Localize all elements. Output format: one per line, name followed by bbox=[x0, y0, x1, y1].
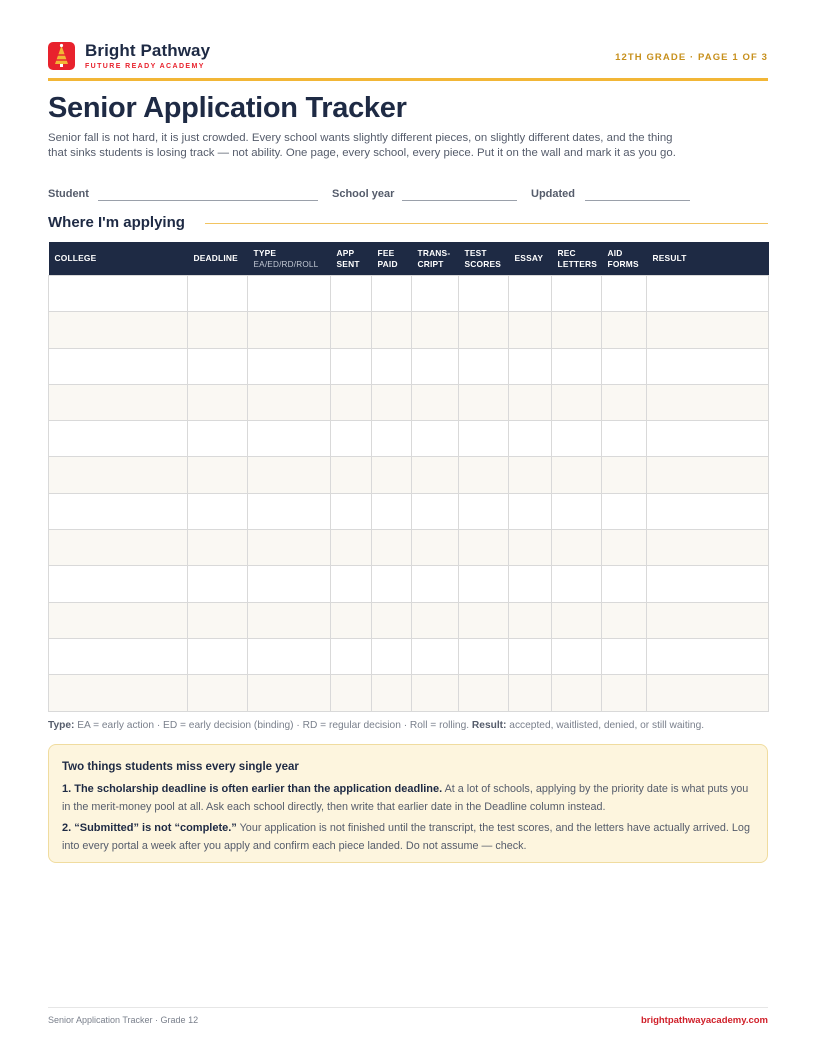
header-divider bbox=[48, 78, 768, 81]
column-header-college: COLLEGE bbox=[49, 242, 188, 276]
table-cell[interactable] bbox=[602, 675, 647, 711]
table-cell[interactable] bbox=[509, 384, 552, 420]
table-cell[interactable] bbox=[509, 675, 552, 711]
footer-website-link[interactable]: brightpathwayacademy.com bbox=[640, 1015, 768, 1026]
table-cell[interactable] bbox=[459, 638, 509, 674]
table-cell[interactable] bbox=[509, 530, 552, 566]
table-row bbox=[49, 638, 769, 674]
table-cell[interactable] bbox=[509, 348, 552, 384]
table-cell[interactable] bbox=[552, 384, 602, 420]
table-cell[interactable] bbox=[372, 384, 412, 420]
table-cell[interactable] bbox=[248, 384, 331, 420]
table-cell[interactable] bbox=[248, 638, 331, 674]
table-row bbox=[49, 348, 769, 384]
table-cell[interactable] bbox=[372, 602, 412, 638]
table-cell[interactable] bbox=[331, 384, 372, 420]
table-cell[interactable] bbox=[372, 638, 412, 674]
table-cell[interactable] bbox=[331, 675, 372, 711]
column-header-type: TYPE EA/ED/RD/ROLL bbox=[248, 242, 331, 276]
table-cell[interactable] bbox=[602, 602, 647, 638]
tree-logo-icon bbox=[48, 42, 75, 70]
table-row bbox=[49, 566, 769, 602]
table-cell[interactable] bbox=[459, 348, 509, 384]
table-cell[interactable] bbox=[188, 530, 248, 566]
table-cell[interactable] bbox=[412, 493, 459, 529]
table-cell[interactable] bbox=[49, 566, 188, 602]
table-cell[interactable] bbox=[602, 421, 647, 457]
table-cell[interactable] bbox=[331, 602, 372, 638]
column-header-aid-forms: AID FORMS bbox=[602, 242, 647, 276]
intro-paragraph: Senior fall is not hard, it is just crowded. Every school wants slightly different pieces, on slightly different dates, and the thing that sinks students is losing track — not ability. One page, every school, every piece. Put it on the wall and mark it as you go. bbox=[48, 132, 676, 159]
legend-result-text: accepted, waitlisted, denied, or still waiting. bbox=[506, 720, 705, 731]
table-cell[interactable] bbox=[248, 602, 331, 638]
table-cell[interactable] bbox=[331, 276, 372, 312]
table-cell[interactable] bbox=[372, 348, 412, 384]
column-header-fee-paid: FEE PAID bbox=[372, 242, 412, 276]
table-cell[interactable] bbox=[552, 675, 602, 711]
student-field[interactable] bbox=[98, 200, 318, 201]
table-cell[interactable] bbox=[509, 638, 552, 674]
tips-callout bbox=[48, 744, 768, 863]
legend-type-text: EA = early action · ED = early decision (binding) · RD = regular decision · Roll = rolling. bbox=[74, 720, 472, 731]
column-header-deadline: DEADLINE bbox=[188, 242, 248, 276]
table-cell[interactable] bbox=[188, 384, 248, 420]
table-cell[interactable] bbox=[248, 276, 331, 312]
table-cell[interactable] bbox=[602, 530, 647, 566]
table-cell[interactable] bbox=[412, 675, 459, 711]
table-cell[interactable] bbox=[412, 312, 459, 348]
table-cell[interactable] bbox=[372, 421, 412, 457]
table-row bbox=[49, 493, 769, 529]
table-cell[interactable] bbox=[647, 421, 769, 457]
table-cell[interactable] bbox=[647, 566, 769, 602]
legend-result-label: Result: bbox=[471, 720, 507, 731]
table-cell[interactable] bbox=[412, 348, 459, 384]
table-cell[interactable] bbox=[331, 312, 372, 348]
section-heading: Where I'm applying bbox=[48, 214, 185, 231]
table-row bbox=[49, 675, 769, 711]
table-cell[interactable] bbox=[552, 276, 602, 312]
table-cell[interactable] bbox=[412, 457, 459, 493]
table-cell[interactable] bbox=[647, 384, 769, 420]
table-cell[interactable] bbox=[552, 602, 602, 638]
table-cell[interactable] bbox=[248, 530, 331, 566]
table-row bbox=[49, 421, 769, 457]
table-cell[interactable] bbox=[248, 566, 331, 602]
table-row bbox=[49, 312, 769, 348]
table-cell[interactable] bbox=[331, 457, 372, 493]
table-cell[interactable] bbox=[412, 530, 459, 566]
table-cell[interactable] bbox=[647, 602, 769, 638]
updated-label: Updated bbox=[531, 188, 575, 200]
table-cell[interactable] bbox=[552, 493, 602, 529]
table-cell[interactable] bbox=[49, 384, 188, 420]
legend-note bbox=[48, 720, 768, 731]
table-cell[interactable] bbox=[331, 566, 372, 602]
table-cell[interactable] bbox=[552, 421, 602, 457]
table-cell[interactable] bbox=[372, 457, 412, 493]
table-cell[interactable] bbox=[509, 602, 552, 638]
table-cell[interactable] bbox=[552, 566, 602, 602]
table-cell[interactable] bbox=[372, 276, 412, 312]
table-cell[interactable] bbox=[459, 493, 509, 529]
table-cell[interactable] bbox=[459, 312, 509, 348]
table-cell[interactable] bbox=[331, 348, 372, 384]
table-cell[interactable] bbox=[372, 493, 412, 529]
table-cell[interactable] bbox=[331, 493, 372, 529]
table-cell[interactable] bbox=[412, 566, 459, 602]
table-cell[interactable] bbox=[459, 566, 509, 602]
tip-scholarship-deadline: 1. The scholarship deadline is often earlier than the application deadline. At a lot of schools, applying by the priority date is what puts you in the merit-money pool at all. Ask each school directly, then write that earlier date in the Deadline column instead. bbox=[62, 783, 749, 813]
table-cell[interactable] bbox=[647, 493, 769, 529]
column-subheader-type: EA/ED/RD/ROLL bbox=[253, 259, 319, 269]
table-cell[interactable] bbox=[412, 421, 459, 457]
table-cell[interactable] bbox=[188, 566, 248, 602]
table-cell[interactable] bbox=[188, 493, 248, 529]
table-cell[interactable] bbox=[602, 384, 647, 420]
table-cell[interactable] bbox=[49, 457, 188, 493]
table-cell[interactable] bbox=[188, 348, 248, 384]
table-cell[interactable] bbox=[331, 638, 372, 674]
table-cell[interactable] bbox=[647, 276, 769, 312]
table-cell[interactable] bbox=[602, 493, 647, 529]
table-cell[interactable] bbox=[647, 530, 769, 566]
school-year-label: School year bbox=[332, 188, 395, 200]
table-cell[interactable] bbox=[248, 457, 331, 493]
column-header-transcript: TRANS-CRIPT bbox=[412, 242, 459, 276]
page-title: Senior Application Tracker bbox=[48, 92, 407, 124]
table-cell[interactable] bbox=[331, 421, 372, 457]
updated-field[interactable] bbox=[585, 200, 690, 201]
table-cell[interactable] bbox=[552, 348, 602, 384]
table-cell[interactable] bbox=[602, 457, 647, 493]
table-row bbox=[49, 384, 769, 420]
table-cell[interactable] bbox=[602, 348, 647, 384]
table-cell[interactable] bbox=[647, 675, 769, 711]
table-cell[interactable] bbox=[459, 675, 509, 711]
table-cell[interactable] bbox=[412, 384, 459, 420]
table-cell[interactable] bbox=[188, 675, 248, 711]
application-tracker-table bbox=[48, 242, 769, 712]
table-cell[interactable] bbox=[602, 276, 647, 312]
table-cell[interactable] bbox=[509, 421, 552, 457]
table-cell[interactable] bbox=[412, 602, 459, 638]
table-cell[interactable] bbox=[188, 276, 248, 312]
grade-page-label: 12TH GRADE · PAGE 1 OF 3 bbox=[615, 52, 768, 63]
table-cell[interactable] bbox=[331, 530, 372, 566]
table-cell[interactable] bbox=[49, 602, 188, 638]
student-label: Student bbox=[48, 188, 89, 200]
table-cell[interactable] bbox=[459, 276, 509, 312]
table-cell[interactable] bbox=[552, 312, 602, 348]
column-header-result: RESULT bbox=[647, 242, 769, 276]
table-cell[interactable] bbox=[509, 566, 552, 602]
column-header-app-sent: APP SENT bbox=[331, 242, 372, 276]
table-cell[interactable] bbox=[647, 638, 769, 674]
table-cell[interactable] bbox=[372, 675, 412, 711]
brand-name: Bright Pathway bbox=[85, 41, 211, 60]
column-header-test-scores: TEST SCORES bbox=[459, 242, 509, 276]
table-cell[interactable] bbox=[459, 384, 509, 420]
school-year-field[interactable] bbox=[402, 200, 517, 201]
table-cell[interactable] bbox=[372, 312, 412, 348]
table-cell[interactable] bbox=[49, 493, 188, 529]
table-cell[interactable] bbox=[509, 276, 552, 312]
table-cell[interactable] bbox=[552, 457, 602, 493]
table-cell[interactable] bbox=[459, 602, 509, 638]
table-cell[interactable] bbox=[248, 348, 331, 384]
table-cell[interactable] bbox=[188, 421, 248, 457]
footer-divider bbox=[48, 1007, 768, 1008]
table-cell[interactable] bbox=[602, 312, 647, 348]
column-header-rec-letters: REC LETTERS bbox=[552, 242, 602, 276]
callout-title: Two things students miss every single year bbox=[62, 761, 299, 773]
table-cell[interactable] bbox=[248, 421, 331, 457]
table-cell[interactable] bbox=[188, 638, 248, 674]
table-cell[interactable] bbox=[188, 602, 248, 638]
table-cell[interactable] bbox=[509, 493, 552, 529]
table-cell[interactable] bbox=[188, 312, 248, 348]
table-row bbox=[49, 276, 769, 312]
table-row bbox=[49, 457, 769, 493]
table-cell[interactable] bbox=[459, 421, 509, 457]
page-header bbox=[48, 42, 768, 72]
table-cell[interactable] bbox=[552, 530, 602, 566]
table-cell[interactable] bbox=[248, 493, 331, 529]
table-cell[interactable] bbox=[647, 348, 769, 384]
table-cell[interactable] bbox=[459, 457, 509, 493]
brand-tagline: FUTURE READY ACADEMY bbox=[85, 63, 205, 70]
table-cell[interactable] bbox=[509, 457, 552, 493]
table-cell[interactable] bbox=[49, 348, 188, 384]
table-cell[interactable] bbox=[647, 312, 769, 348]
table-body bbox=[49, 276, 769, 712]
section-divider bbox=[205, 223, 768, 224]
table-row bbox=[49, 530, 769, 566]
table-cell[interactable] bbox=[412, 638, 459, 674]
column-header-essay: ESSAY bbox=[509, 242, 552, 276]
table-cell[interactable] bbox=[49, 530, 188, 566]
table-cell[interactable] bbox=[602, 638, 647, 674]
table-cell[interactable] bbox=[602, 566, 647, 602]
table-cell[interactable] bbox=[49, 276, 188, 312]
table-cell[interactable] bbox=[49, 675, 188, 711]
table-cell[interactable] bbox=[372, 566, 412, 602]
table-cell[interactable] bbox=[188, 457, 248, 493]
table-cell[interactable] bbox=[49, 638, 188, 674]
table-row bbox=[49, 602, 769, 638]
tip-submitted-not-complete: 2. “Submitted” is not “complete.” Your application is not finished until the transcript, the test scores, and the letters have actually arrived. Log into every portal a week after you apply and confirm each piece landed. Do not assume — check. bbox=[62, 822, 750, 852]
table-cell[interactable] bbox=[412, 276, 459, 312]
table-cell[interactable] bbox=[552, 638, 602, 674]
footer-document-title: Senior Application Tracker · Grade 12 bbox=[48, 1015, 199, 1025]
table-cell[interactable] bbox=[459, 530, 509, 566]
table-cell[interactable] bbox=[372, 530, 412, 566]
table-header-row bbox=[49, 242, 769, 276]
table-cell[interactable] bbox=[49, 421, 188, 457]
legend-type-label: Type: bbox=[48, 720, 75, 731]
table-cell[interactable] bbox=[248, 675, 331, 711]
table-cell[interactable] bbox=[49, 312, 188, 348]
table-cell[interactable] bbox=[248, 312, 331, 348]
table-cell[interactable] bbox=[509, 312, 552, 348]
table-cell[interactable] bbox=[647, 457, 769, 493]
